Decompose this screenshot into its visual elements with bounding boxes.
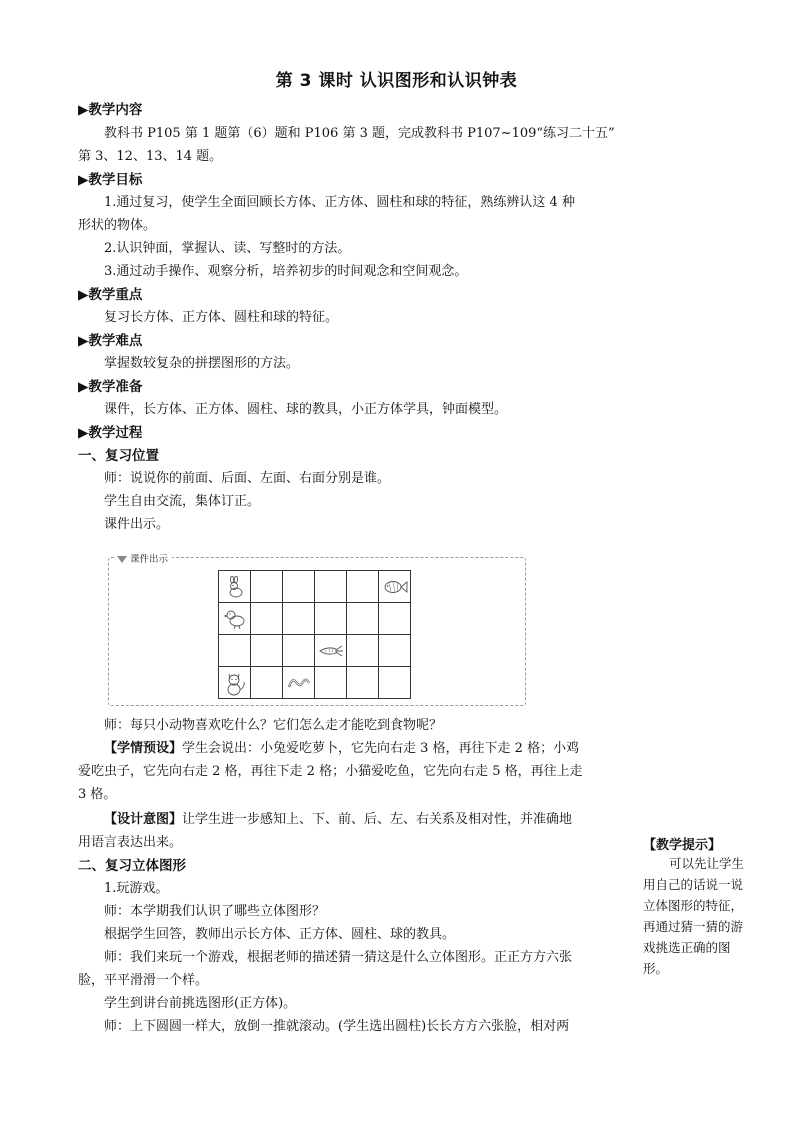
- paragraph-line: 学生自由交流，集体订正。: [104, 494, 261, 509]
- grid-cell: [347, 603, 379, 635]
- section-heading-content: ▶教学内容: [78, 102, 143, 118]
- grid-cell: [219, 603, 251, 635]
- paragraph-line: 师：每只小动物喜欢吃什么？它们怎么走才能吃到食物呢？: [104, 718, 443, 733]
- grid-cell: [347, 667, 379, 699]
- paragraph-line: 师：说说你的前面、后面、左面、右面分别是谁。: [104, 471, 391, 486]
- label-design-intent: 【设计意图】: [104, 812, 183, 827]
- paragraph-line: 第 3、12、13、14 题。: [78, 149, 223, 164]
- paragraph-line: 教科书 P105 第 1 题第（6）题和 P106 第 3 题，完成教科书 P107~109“练习二十五”: [104, 126, 615, 141]
- grid-cell: [347, 635, 379, 667]
- cat-icon: [223, 670, 247, 696]
- paragraph-line: 课件，长方体、正方体、圆柱、球的教具，小正方体学具，钟面模型。: [104, 402, 508, 417]
- label-analysis: 【学情预设】: [104, 741, 183, 756]
- paragraph-line: 1.玩游戏。: [104, 881, 169, 896]
- paragraph-line: 师：上下圆圆一样大，放倒一推就滚动。(学生选出圆柱)长长方方六张脸，相对两: [104, 1019, 570, 1034]
- paragraph-line: 3 格。: [78, 787, 117, 802]
- grid-cell: [315, 667, 347, 699]
- grid-cell: [219, 667, 251, 699]
- paragraph-line: 3.通过动手操作、观察分析，培养初步的时间观念和空间观念。: [104, 264, 468, 279]
- paragraph-line: 根据学生回答，教师出示长方体、正方体、圆柱、球的教具。: [104, 927, 456, 942]
- paragraph-line: 1.通过复习，使学生全面回顾长方体、正方体、圆柱和球的特征，熟练辨认这 4 种: [104, 195, 575, 210]
- grid-cell: [379, 635, 411, 667]
- grid-cell: [251, 603, 283, 635]
- grid-cell: [251, 571, 283, 603]
- paragraph-line: 复习长方体、正方体、圆柱和球的特征。: [104, 310, 339, 325]
- section-heading-process: ▶教学过程: [78, 425, 143, 441]
- sidebar-line: 立体图形的特征，: [643, 898, 744, 913]
- sidebar-line: 再通过猜一猜的游: [643, 919, 744, 934]
- grid-cell: [283, 571, 315, 603]
- paragraph-line: 用语言表达出来。: [78, 835, 183, 850]
- grid-cell: [315, 635, 347, 667]
- grid-cell: [283, 635, 315, 667]
- paragraph-line: 掌握数较复杂的拼摆图形的方法。: [104, 356, 300, 371]
- chick-icon: [223, 608, 247, 630]
- grid-cell: [347, 571, 379, 603]
- grid-cell: [251, 635, 283, 667]
- sidebar-line: 形。: [643, 961, 669, 976]
- grid-cell: [219, 635, 251, 667]
- section-heading-preparation: ▶教学准备: [78, 379, 143, 395]
- paragraph-line: 脸，平平滑滑一个样。: [78, 973, 209, 988]
- paragraph-line: 师：我们来玩一个游戏，根据老师的描述猜一猜这是什么立体图形。正正方方六张: [104, 950, 573, 965]
- paragraph-line: 【设计意图】让学生进一步感知上、下、前、后、左、右关系及相对性，并准确地: [104, 812, 573, 827]
- grid-cell: [379, 667, 411, 699]
- panel-label: 课件出示: [115, 551, 172, 565]
- grid-cell: [219, 571, 251, 603]
- subsection-heading-solids: 二、复习立体图形: [78, 858, 186, 874]
- animal-position-grid: [218, 570, 411, 699]
- paragraph-line: 形状的物体。: [78, 218, 157, 233]
- fish-icon: [382, 578, 408, 596]
- grid-cell: [283, 667, 315, 699]
- grid-cell: [251, 667, 283, 699]
- sidebar-title: 【教学提示】: [643, 838, 722, 853]
- section-heading-key-points: ▶教学重点: [78, 287, 143, 303]
- grid-cell: [315, 603, 347, 635]
- worm-icon: [286, 674, 312, 692]
- sidebar-line: 可以先让学生: [669, 856, 745, 871]
- carrot-icon: [318, 644, 344, 658]
- subsection-heading-position: 一、复习位置: [78, 448, 159, 464]
- paragraph-line: 课件出示。: [104, 517, 170, 532]
- paragraph-line: 师：本学期我们认识了哪些立体图形？: [104, 904, 326, 919]
- grid-cell: [315, 571, 347, 603]
- paragraph-line: 学生到讲台前挑选图形(正方体)。: [104, 996, 297, 1011]
- page-title: 第 3 课时 认识图形和认识钟表: [275, 71, 518, 91]
- sidebar-line: 用自己的话说一说: [643, 877, 744, 892]
- triangle-icon: [117, 556, 127, 563]
- paragraph-line: 爱吃虫子，它先向右走 2 格，再往下走 2 格；小猫爱吃鱼，它先向右走 5 格，再往上走: [78, 764, 583, 779]
- grid-cell: [283, 603, 315, 635]
- section-heading-difficulties: ▶教学难点: [78, 333, 143, 349]
- section-heading-goals: ▶教学目标: [78, 172, 143, 188]
- grid-cell: [379, 603, 411, 635]
- paragraph-line: 2.认识钟面，掌握认、读、写整时的方法。: [104, 241, 351, 256]
- rabbit-icon: [223, 576, 247, 598]
- courseware-panel: [108, 554, 526, 706]
- grid-cell: [379, 571, 411, 603]
- sidebar-line: 戏挑选正确的图: [643, 940, 731, 955]
- paragraph-line: 【学情预设】学生会说出：小兔爱吃萝卜，它先向右走 3 格，再往下走 2 格；小鸡: [104, 741, 580, 756]
